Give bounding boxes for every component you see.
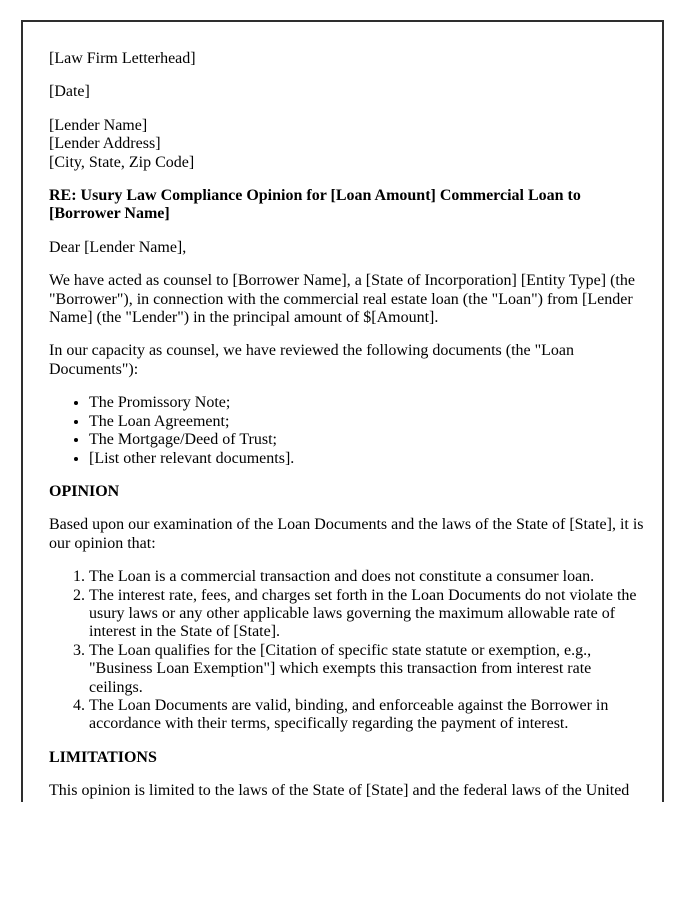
opinion-item: 3. The Loan qualifies for the [Citation of specific state statute or exemption, e.g., "Business Loan Exemption"] which exempts this transaction from interest rate ceilings. xyxy=(89,642,646,697)
loan-document-item: • The Loan Agreement; xyxy=(89,413,646,431)
opinion-item: 1. The Loan is a commercial transaction and does not constitute a consumer loan. xyxy=(89,568,646,586)
recipient-address-line: [Lender Address] xyxy=(49,135,161,153)
salutation: Dear [Lender Name], xyxy=(49,238,187,256)
loan-document-item: • The Promissory Note; xyxy=(89,394,646,412)
limitations-heading: LIMITATIONS xyxy=(49,748,157,766)
loan-document-item: • The Mortgage/Deed of Trust; xyxy=(89,431,646,449)
letterhead-placeholder: [Law Firm Letterhead] xyxy=(49,50,196,67)
subject-line: RE: Usury Law Compliance Opinion for [Loan Amount] Commercial Loan to [Borrower Name] xyxy=(49,187,581,223)
opinion-items-list xyxy=(49,568,646,734)
intro-paragraph: We have acted as counsel to [Borrower Name], a [State of Incorporation] [Entity Type] (the "Borrower"), in connection with the commercial real estate loan (the "Loan") from [Lender Name] (the "Lender") in the principal amount of $[Amount]. xyxy=(49,272,635,327)
date-line: [Date] xyxy=(49,83,90,101)
loan-documents-list xyxy=(49,394,646,468)
opinion-item: 4. The Loan Documents are valid, binding, and enforceable against the Borrower in accordance with their terms, specifically regarding the payment of interest. xyxy=(89,697,646,734)
recipient-address-block xyxy=(49,117,646,172)
recipient-name-line: [Lender Name] xyxy=(49,116,148,134)
loan-document-item: • [List other relevant documents]. xyxy=(89,450,646,468)
recipient-city-state-zip-line: [City, State, Zip Code] xyxy=(49,153,195,171)
opinion-item: 2. The interest rate, fees, and charges set forth in the Loan Documents do not violate the usury laws or any other applicable laws governing the maximum allowable rate of interest in the State of [State]. xyxy=(89,587,646,642)
opinion-intro-paragraph: Based upon our examination of the Loan Documents and the laws of the State of [State], it is our opinion that: xyxy=(49,516,644,552)
limitations-paragraph-clipped: This opinion is limited to the laws of the State of [State] and the federal laws of the United xyxy=(49,782,630,800)
capacity-paragraph: In our capacity as counsel, we have reviewed the following documents (the "Loan Documents"): xyxy=(49,342,575,378)
opinion-heading: OPINION xyxy=(49,482,120,500)
letter-document xyxy=(21,20,664,802)
